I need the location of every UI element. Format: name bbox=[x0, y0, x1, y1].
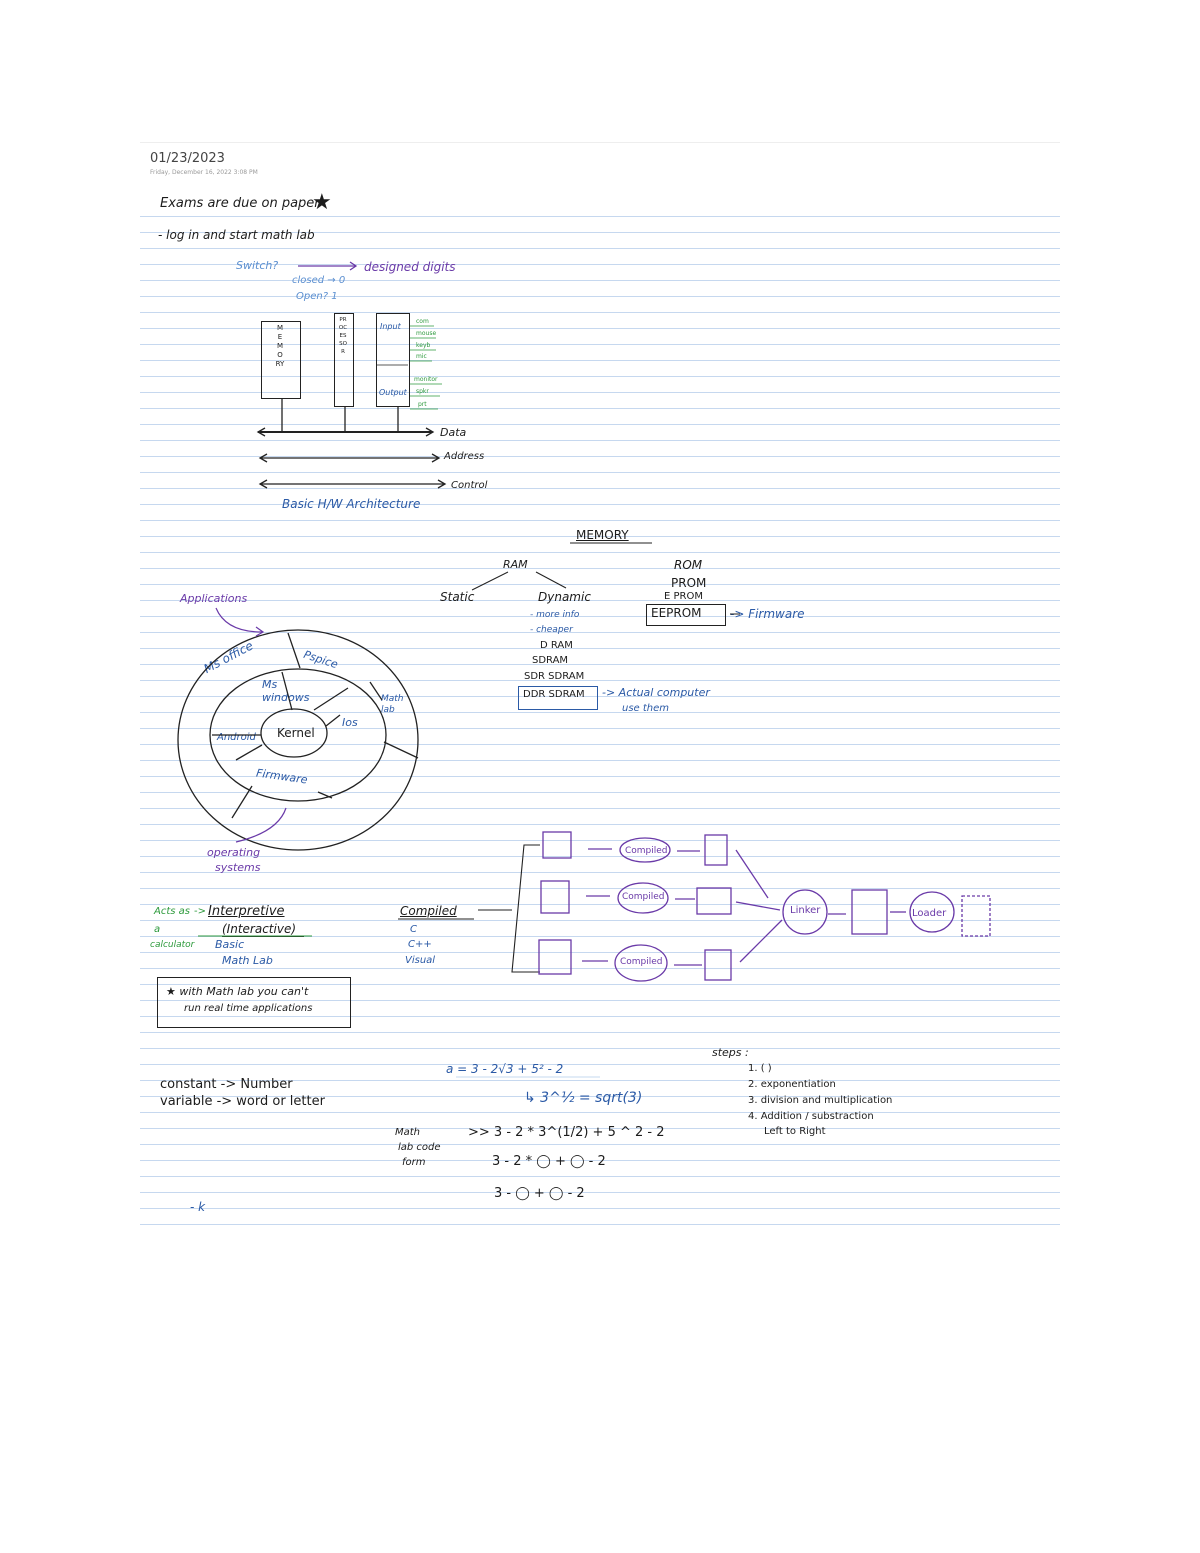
memory-vertical-label: MEMORY bbox=[275, 324, 285, 368]
input-device: mouse bbox=[416, 330, 437, 337]
executable-file bbox=[852, 890, 887, 934]
page-title: 01/23/2023 bbox=[150, 151, 225, 166]
steps-title: steps : bbox=[712, 1046, 749, 1059]
compiled-bracket bbox=[512, 845, 540, 972]
open-note: Open? 1 bbox=[296, 291, 338, 302]
switch-label: Switch? bbox=[236, 259, 279, 272]
ram-type: DDR SDRAM bbox=[523, 689, 585, 700]
bus-data: Data bbox=[440, 426, 467, 439]
compiled-lang-c: C bbox=[410, 924, 417, 935]
os-divider bbox=[384, 742, 418, 758]
object-file bbox=[697, 888, 731, 914]
compiled-title: Compiled bbox=[400, 904, 457, 918]
created-timestamp: Friday, December 16, 2022 3:08 PM bbox=[150, 169, 258, 176]
source-file bbox=[543, 832, 571, 858]
input-device: mic bbox=[416, 353, 427, 360]
object-file bbox=[705, 835, 727, 865]
matlab-label: form bbox=[402, 1157, 426, 1168]
os-middle-ios: Ios bbox=[342, 716, 358, 729]
os-divider bbox=[318, 792, 332, 798]
step-item: 2. exponentiation bbox=[748, 1079, 836, 1090]
acts-as-label-3: calculator bbox=[150, 940, 195, 950]
matlab-code: >> 3 - 2 * 3^(1/2) + 5 ^ 2 - 2 bbox=[468, 1125, 665, 1140]
os-outer-pspice: Pspice bbox=[301, 648, 340, 672]
output-device: monitor bbox=[414, 376, 438, 383]
interpretive-sub: (Interactive) bbox=[222, 922, 304, 937]
source-file bbox=[539, 940, 571, 974]
interpretive-item-basic: Basic bbox=[215, 938, 245, 951]
acts-as-label-2: a bbox=[154, 924, 161, 935]
ram-type: D RAM bbox=[540, 640, 573, 651]
ddr-note-2: use them bbox=[622, 703, 670, 714]
bus-address: Address bbox=[444, 451, 485, 462]
step-item: Left to Right bbox=[764, 1126, 826, 1137]
os-divider bbox=[282, 672, 292, 710]
dynamic-note: - cheaper bbox=[530, 625, 573, 635]
os-divider bbox=[236, 745, 262, 760]
static-label: Static bbox=[440, 590, 475, 604]
memory-title: MEMORY bbox=[576, 528, 629, 542]
ram-to-dynamic bbox=[536, 572, 566, 588]
output-device: spkr bbox=[416, 388, 429, 395]
memory-output bbox=[962, 896, 990, 936]
exams-note: Exams are due on paper bbox=[160, 196, 320, 211]
math-step-b: 3 - ◯ + ◯ - 2 bbox=[494, 1186, 585, 1201]
compiled-lang-visual: Visual bbox=[405, 955, 436, 966]
applications-label: Applications bbox=[180, 592, 248, 605]
operating-systems-label: operating bbox=[207, 846, 261, 859]
os-divider bbox=[326, 715, 340, 726]
os-middle-windows: Ms windows bbox=[262, 678, 310, 704]
mathlab-note-line1: ★ with Math lab you can't bbox=[166, 985, 309, 998]
compiled-lang-cpp: C++ bbox=[408, 939, 432, 950]
closed-note: closed → 0 bbox=[292, 275, 346, 286]
sqrt-note: ↳ 3^½ = sqrt(3) bbox=[524, 1090, 643, 1106]
step-item: 4. Addition / substraction bbox=[748, 1111, 874, 1122]
login-note: - log in and start math lab bbox=[158, 228, 315, 242]
input-device: keyb bbox=[416, 342, 431, 349]
loader-label: Loader bbox=[912, 908, 947, 919]
compiler-node bbox=[615, 945, 667, 981]
os-divider bbox=[232, 786, 252, 818]
os-outer-mathlab: Math lab bbox=[381, 694, 404, 715]
compiler-node bbox=[620, 838, 670, 862]
os-middle-firmware: Firmware bbox=[255, 766, 309, 787]
os-middle-android: Android bbox=[217, 732, 256, 743]
ddr-note: -> Actual computer bbox=[602, 686, 710, 699]
bus-control: Control bbox=[451, 480, 488, 491]
os-arrow bbox=[236, 808, 286, 842]
loader-node bbox=[910, 892, 954, 932]
ram-label: RAM bbox=[503, 558, 528, 571]
dynamic-note: - more info bbox=[530, 610, 580, 620]
os-divider bbox=[288, 633, 300, 668]
os-kernel-ring bbox=[261, 709, 327, 757]
interpretive-title: Interpretive bbox=[208, 904, 285, 919]
star-icon: ★ bbox=[312, 190, 332, 215]
ram-type: SDRAM bbox=[532, 655, 569, 666]
output-label: Output bbox=[379, 388, 407, 397]
designed-digits: designed digits bbox=[364, 260, 456, 274]
object-file bbox=[705, 950, 731, 980]
ram-to-static bbox=[472, 572, 508, 590]
input-device: com bbox=[416, 318, 429, 325]
mathlab-note-line2: run real time applications bbox=[184, 1003, 313, 1014]
constant-note: constant -> Number bbox=[160, 1077, 293, 1092]
rom-label: ROM bbox=[674, 558, 703, 572]
source-file bbox=[541, 881, 569, 913]
step-item: 3. division and multiplication bbox=[748, 1095, 893, 1106]
applications-arrow bbox=[216, 608, 262, 632]
matlab-label: lab code bbox=[398, 1142, 441, 1153]
kernel-label: Kernel bbox=[277, 726, 315, 740]
os-divider bbox=[370, 682, 382, 700]
math-step-a: 3 - 2 * ◯ + ◯ - 2 bbox=[492, 1154, 606, 1169]
hw-caption: Basic H/W Architecture bbox=[282, 497, 421, 511]
link-line bbox=[736, 850, 768, 898]
compiler-node bbox=[618, 883, 668, 913]
acts-as-arrow: -> bbox=[194, 906, 206, 917]
step-item: 1. ( ) bbox=[748, 1063, 772, 1074]
os-outer-msoffice: Ms office bbox=[201, 638, 256, 676]
eeprom-label: EEPROM bbox=[651, 606, 702, 620]
matlab-label: Math bbox=[395, 1127, 421, 1138]
input-label: Input bbox=[380, 322, 401, 331]
interpretive-item-mathlab: Math Lab bbox=[222, 954, 273, 967]
link-line bbox=[740, 920, 782, 962]
processor-vertical-label: PROCESSOR bbox=[338, 317, 348, 355]
variable-note: variable -> word or letter bbox=[160, 1094, 325, 1109]
dynamic-label: Dynamic bbox=[538, 590, 591, 604]
os-divider bbox=[314, 688, 348, 710]
linker-label: Linker bbox=[790, 905, 821, 916]
operating-systems-label-2: systems bbox=[215, 861, 261, 874]
output-device: prt bbox=[418, 401, 427, 408]
math-equation: a = 3 - 2√3 + 5² - 2 bbox=[446, 1062, 564, 1076]
compiler-label: Compiled bbox=[620, 957, 663, 967]
acts-as-label: Acts as bbox=[154, 906, 190, 917]
prom-label: PROM bbox=[671, 576, 707, 590]
scribble-mark: - k bbox=[190, 1200, 206, 1214]
ram-type: SDR SDRAM bbox=[524, 671, 585, 682]
link-line bbox=[736, 902, 780, 910]
compiler-label: Compiled bbox=[622, 892, 665, 902]
linker-node bbox=[783, 890, 827, 934]
eprom-label: E PROM bbox=[664, 591, 703, 602]
firmware-note: -> Firmware bbox=[730, 607, 805, 621]
compiler-label: Compiled bbox=[625, 846, 668, 856]
